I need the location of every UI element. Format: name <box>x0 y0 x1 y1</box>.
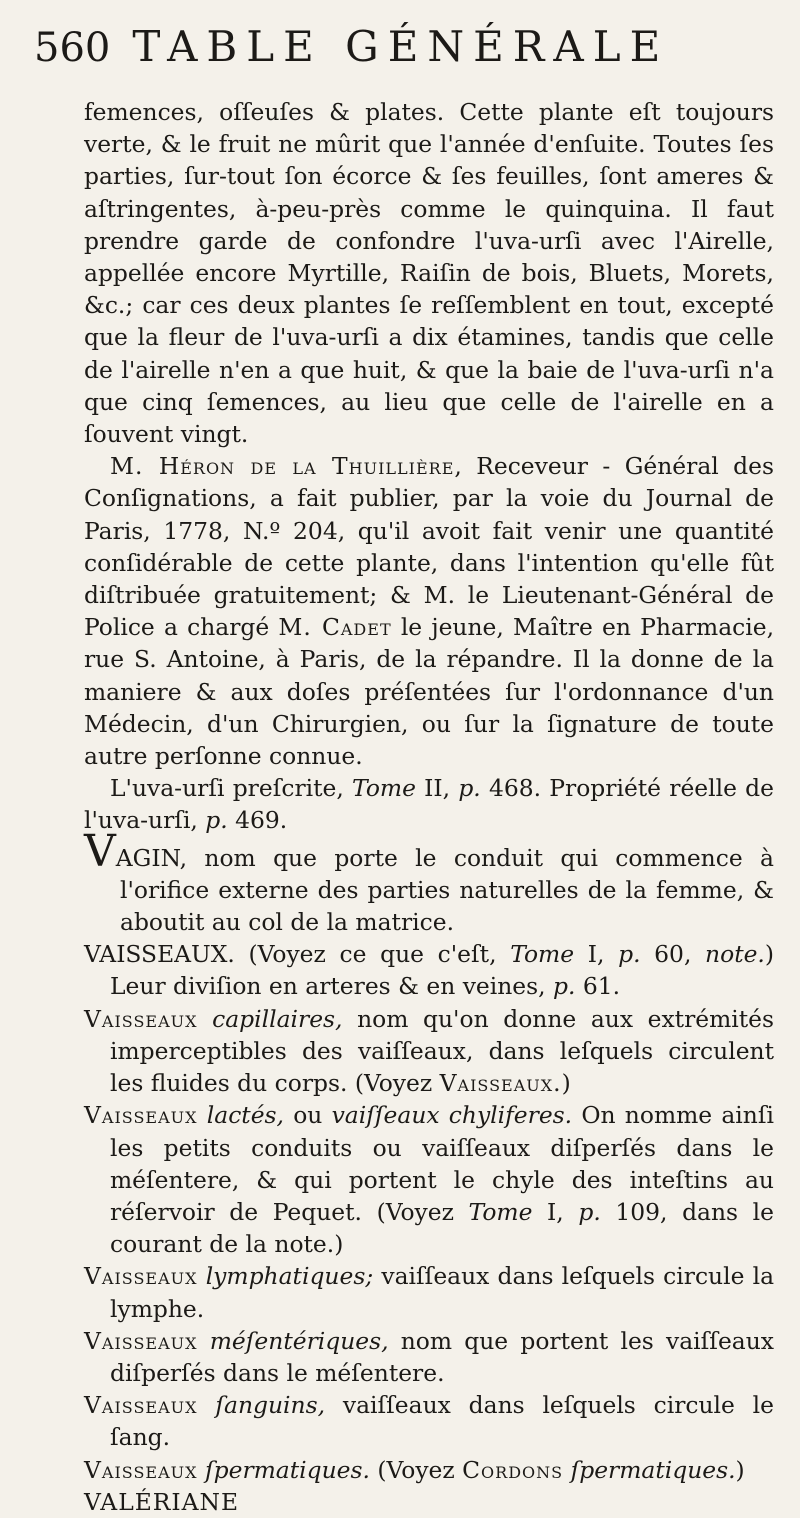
entry-head: Vaisseaux <box>84 1455 198 1484</box>
entry-head: AGIN <box>115 843 180 872</box>
entry-head: Vaisseaux <box>84 1391 198 1420</box>
running-title: TABLE GÉNÉRALE <box>132 22 670 71</box>
entry-head: Vaisseaux <box>84 1326 198 1355</box>
paragraph-reference: L'uva-urſi preſcrite, Tome II, p. 468. Propriété réelle de l'uva-urſi, p. 469. <box>84 774 774 835</box>
catchword: VALÉRIANE <box>84 1487 240 1516</box>
entry-vaisseaux-lymphatiques: Vaisseaux lymphatiques; vaiſſeaux dans leſquels circule la lymphe. <box>84 1262 775 1323</box>
drop-cap: V <box>84 825 116 877</box>
page-header <box>34 22 774 78</box>
entry-head: VAISSEAUX. <box>84 940 235 969</box>
entry-head: Vaisseaux <box>84 1101 198 1130</box>
entry-vaisseaux-spermatiques: Vaisseaux ſpermatiques. (Voyez Cordons ſpermatiques.) <box>84 1455 745 1484</box>
page-number: 560 <box>34 25 111 71</box>
entry-head: Vaisseaux <box>84 1262 198 1291</box>
entry-head: Vaisseaux <box>84 1004 198 1033</box>
entry-vaisseaux: VAISSEAUX. (Voyez ce que c'eſt, Tome I, p. 60, note.) Leur diviſion en arteres & en veines, p. 61. <box>84 940 775 1001</box>
article-vagin: VAGIN, nom que porte le conduit qui commence à l'orifice externe des parties naturelles de la femme, & aboutit au col de la matrice. <box>84 825 774 937</box>
entry-vaisseaux-lactes: Vaisseaux lactés, ou vaiſſeaux chyliferes. On nomme ainſi les petits conduits ou vaiſſeaux diſperſés dans le méſentere, & qui portent le chyle des inteſtins au réſervoir de Pequet. (Voyez Tome I, p. 109, dans le courant de la note.) <box>84 1101 775 1259</box>
person-name: M. Héron de la Thuillière <box>110 452 455 481</box>
cross-reference: Cordons <box>462 1455 564 1484</box>
page-body <box>84 96 774 1518</box>
entry-vaisseaux-capillaires: Vaisseaux capillaires, nom qu'on donne aux extrémités imperceptibles des vaiſſeaux, dans leſquels circulent les fluides du corps. (Voyez Vaisseaux.) <box>84 1004 775 1098</box>
person-name: M. Cadet <box>278 613 392 642</box>
entry-vaisseaux-sanguins: Vaisseaux ſanguins, vaiſſeaux dans leſquels circule le ſang. <box>84 1391 774 1452</box>
paragraph-uva-ursi: femences, oſſeuſes & plates. Cette plante eſt toujours verte, & le fruit ne mûrit que l'année d'enſuite. Toutes ſes parties, ſur-tout ſon écorce & ſes feuilles, ſont ameres & aſtringentes, à-peu-près comme le quinquina. Il faut prendre garde de confondre l'uva-urſi avec l'Airelle, appellée encore Myrtille, Raiſin de bois, Bluets, Morets, &c.; car ces deux plantes ſe reſſemblent en tout, excepté que la fleur de l'uva-urſi a dix étamines, tandis que celle de l'airelle n'en a que huit, & que la baie de l'uva-urſi n'a que cinq ſemences, au lieu que celle de l'airelle en a ſouvent vingt. <box>84 98 774 449</box>
entry-vaisseaux-mesenteriques: Vaisseaux méſentériques, nom que portent les vaiſſeaux diſperſés dans le méſentere. <box>84 1326 775 1387</box>
paragraph-heron: M. Héron de la Thuillière, Receveur - Général des Conſignations, a fait publier, par la voie du Journal de Paris, 1778, N.º 204, qu'il avoit fait venir une quantité conſidérable de cette plante, dans l'intention qu'elle fût diſtribuée gratuitement; & M. le Lieutenant-Général de Police a chargé M. Cadet le jeune, Maître en Pharmacie, rue S. Antoine, à Paris, de la répandre. Il la donne de la maniere & aux doſes préſentées ſur l'ordonnance d'un Médecin, d'un Chirurgien, ou ſur la ſignature de toute autre perſonne connue. <box>84 452 775 771</box>
cross-reference: Vaisseaux. <box>439 1069 562 1098</box>
